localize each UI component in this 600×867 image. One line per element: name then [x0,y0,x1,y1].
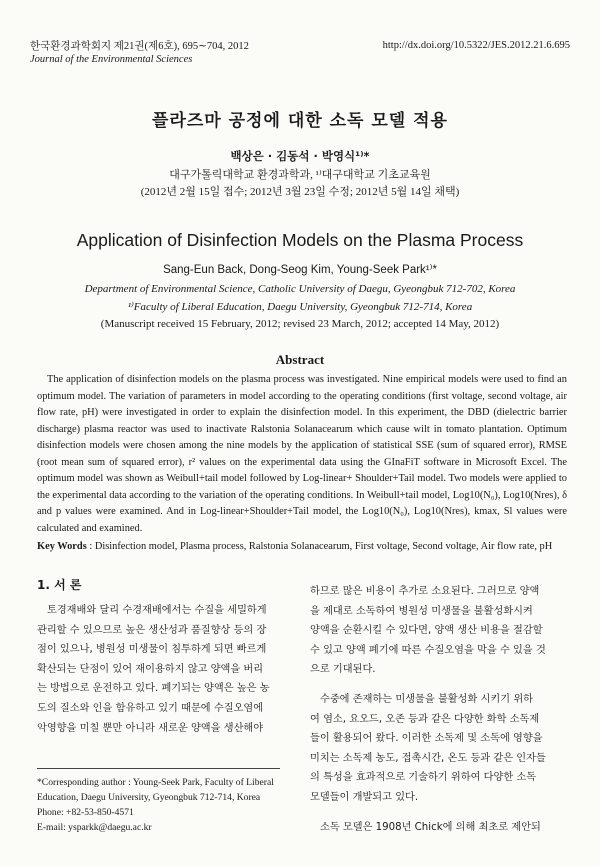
intro-paragraph-right-1 [310,582,565,680]
right-column [310,582,565,837]
text-line: 양액을 순환시킬 수 있다면, 양액 생산 비용을 절감할 [310,625,543,637]
keywords-text: : Disinfection model, Plasma process, Ralstonia Solanacearum, First voltage, Second voltage, Air flow rate, pH [86,541,553,552]
text-line: 토경재배와 달리 수경재배에서는 수질을 세밀하게 [47,605,267,616]
korean-dates: (2012년 2월 15일 접수; 2012년 3월 23일 수정; 2012년 5월 14일 채택) [140,186,460,198]
left-column [37,576,280,738]
english-title: Application of Disinfection Models on the Plasma Process [76,230,524,250]
journal-header [30,40,249,66]
corresponding-author-footnote [37,768,280,835]
text-line: 수 있고 양액 폐기에 따른 수질오염을 막을 수 있을 것 [310,644,546,656]
korean-affiliation: 대구가톨릭대학교 환경과학과, ¹⁾대구대학교 기초교육원 [169,169,431,181]
footnote-line: Education, Daegu University, Gyeongbuk 712-714, Korea [37,792,261,803]
text-line: 점이 있으나, 병원성 미생물이 침투하게 되면 빠르게 [37,644,267,656]
english-affiliation-2: ¹⁾Faculty of Liberal Education, Daegu University, Gyeongbuk 712-714, Korea [127,301,473,313]
korean-authors: 백상은 · 김동석 · 박영식¹⁾* [230,149,370,163]
journal-korean: 한국환경과학회지 제21권(제6호), 695∼704, 2012 [30,41,249,52]
section-heading-intro: 1. 서 론 [37,578,82,592]
keywords-label: Key Words [37,541,87,552]
text-line: 미치는 소독제 농도, 접촉시간, 온도 등과 같은 인자들 [310,752,546,764]
text-line: 하므로 많은 비용이 추가로 소요된다. 그러므로 양액 [310,586,540,597]
keywords [37,540,567,554]
text-line: 수중에 존재하는 미생물을 불활성화 시키기 위하 [320,693,534,705]
intro-paragraph-right-2 [310,690,565,808]
journal-english: Journal of the Environmental Sciences [30,54,193,65]
abstract-body: The application of disinfection models on the plasma process was investigated. Nine empirical models were used to find an optimum model. The variation of parameters in model according to the operating conditions (first voltage, second voltage, air flow rate, pH) were investigated in order to explain the disinfection model. In this experiment, the DBD (dielectric barrier discharge) plasma reactor was used to inactivate Ralstonia Solanacearum which cause wilt in tomato plantation. Optimum disinfection models were chosen among the nine models by the application of statistical SSE (sum of squared error), RMSE (root mean sum of squared error), r² values on the experimental data using the GInaFiT software in Microsoft Excel. The optimum model was shown as Weibull+tail model followed by Log-linear+ Shoulder+Tail model. Two models were applied to the experimental data according to the variation of the operating conditions. In Weibull+tail model, Log10(N₀), Log10(Nres), δ and p values were examined. And in Log-linear+Shoulder+Tail model, the Log10(N₀), Log10(Nres), kmax, Sl values were calculated and examined. [37,374,567,534]
author-email[interactable]: E-mail: ysparkk@daegu.ac.kr [37,822,152,833]
text-line: 모델들이 개발되고 있다. [310,791,419,803]
text-line: 는 방법으로 운전하고 있다. 폐기되는 양액은 높은 농 [37,683,270,695]
text-line: 관리할 수 있으므로 높은 생산성과 품질향상 등의 장 [37,624,267,636]
english-authors: Sang-Eun Back, Dong-Seog Kim, Young-Seek Park¹⁾* [163,264,437,276]
english-affiliation-1: Department of Environmental Science, Catholic University of Daegu, Gyeongbuk 712-702, Korea [84,283,516,295]
text-line: 소독 모델은 1908년 Chick에 의해 최초로 제안되 [320,821,541,833]
text-line: 도의 질소와 인을 함유하고 있기 때문에 수질오염에 [37,702,264,714]
text-line: 악영향을 미칠 뿐만 아니라 새로운 양액을 생산해야 [37,722,264,734]
text-line: 의 특성을 효과적으로 기술하기 위하여 다양한 소독 [310,772,537,784]
footnote-line: *Corresponding author : Young-Seek Park, Faculty of Liberal [37,777,274,788]
korean-title: 플라즈마 공정에 대한 소독 모델 적용 [152,111,448,131]
doi-link[interactable]: http://dx.doi.org/10.5322/JES.2012.21.6.695 [382,40,570,51]
footnote-line: Phone: +82-53-850-4571 [37,807,134,818]
english-dates: (Manuscript received 15 February, 2012; revised 23 March, 2012; accepted 14 May, 2012) [100,318,500,330]
text-line: 여 염소, 요오드, 오존 등과 같은 다양한 화학 소독제 [310,713,540,725]
intro-paragraph-left [37,601,280,738]
text-line: 으로 기대된다. [310,664,376,676]
intro-paragraph-right-3 [310,818,565,838]
text-line: 확산되는 단점이 있어 재이용하지 않고 양액을 버리 [37,663,264,675]
text-line: 을 제대로 소독하여 병원성 미생물을 불활성화시켜 [310,605,533,617]
text-line: 들이 활용되어 왔다. 이러한 소독제 및 소독에 영향을 [310,733,543,745]
abstract-heading: Abstract [275,352,325,367]
